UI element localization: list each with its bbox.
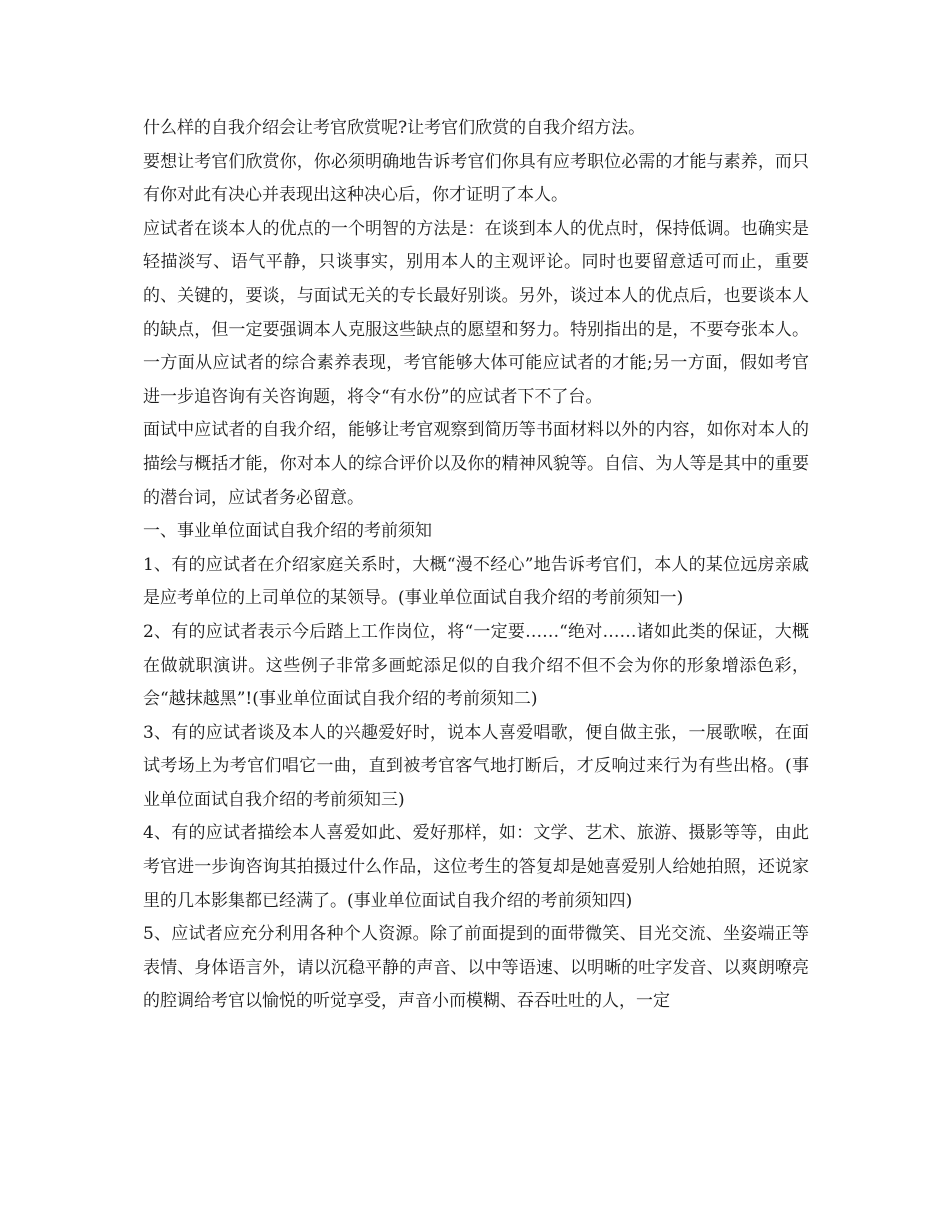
document-body — [143, 112, 809, 1019]
section-heading: 一、事业单位面试自我介绍的考前须知 — [143, 521, 432, 542]
list-item-1: 1、有的应试者在介绍家庭关系时，大概“漫不经心”地告诉考官们，本人的某位远房亲戚是应考单位的上司单位的某领导。(事业单位面试自我介绍的考前须知一) — [143, 554, 809, 609]
paragraph-appreciation: 要想让考官们欣赏你，你必须明确地告诉考官们你具有应考职位必需的才能与素养，而只有你对此有决心并表现出这种决心后，你才证明了本人。 — [143, 151, 809, 206]
paragraph-intro-question: 什么样的自我介绍会让考官欣赏呢?让考官们欣赏的自我介绍方法。 — [143, 118, 646, 138]
list-item-3: 3、有的应试者谈及本人的兴趣爱好时，说本人喜爱唱歌，便自做主张，一展歌喉，在面试考场上为考官们唱它一曲，直到被考官客气地打断后，才反响过来行为有些出格。(事业单位面试自我介绍的考前须知三) — [143, 722, 809, 810]
list-item-5: 5、应试者应充分利用各种个人资源。除了前面提到的面带微笑、目光交流、坐姿端正等表情、身体语言外，请以沉稳平静的声音、以中等语速、以明晰的吐字发音、以爽朗嘹亮的腔调给考官以愉悦的听觉享受，声音小而模糊、吞吞吐吐的人，一定 — [143, 924, 809, 1012]
list-item-4: 4、有的应试者描绘本人喜爱如此、爱好那样，如：文学、艺术、旅游、摄影等等，由此考官进一步询咨询其拍摄过什么作品，这位考生的答复却是她喜爱别人给她拍照，还说家里的几本影集都已经满了。(事业单位面试自我介绍的考前须知四) — [143, 823, 809, 911]
paragraph-strengths: 应试者在谈本人的优点的一个明智的方法是：在谈到本人的优点时，保持低调。也确实是轻描淡写、语气平静，只谈事实，别用本人的主观评论。同时也要留意适可而止，重要的、关键的，要谈，与面试无关的专长最好别谈。另外，谈过本人的优点后，也要谈本人的缺点，但一定要强调本人克服这些缺点的愿望和努力。特别指出的是，不要夸张本人。一方面从应试者的综合素养表现，考官能够大体可能应试者的才能;另一方面，假如考官进一步追咨询有关咨询题，将令“有水份”的应试者下不了台。 — [143, 218, 809, 407]
paragraph-self-introduction: 面试中应试者的自我介绍，能够让考官观察到简历等书面材料以外的内容，如你对本人的描绘与概括才能，你对本人的综合评价以及你的精神风貌等。自信、为人等是其中的重要的潜台词，应试者务必留意。 — [143, 420, 809, 508]
list-item-2: 2、有的应试者表示今后踏上工作岗位，将“一定要……“绝对……诸如此类的保证，大概在做就职演讲。这些例子非常多画蛇添足似的自我介绍不但不会为你的形象增添色彩，会“越抹越黑”!(事业单位面试自我介绍的考前须知二) — [143, 621, 809, 710]
